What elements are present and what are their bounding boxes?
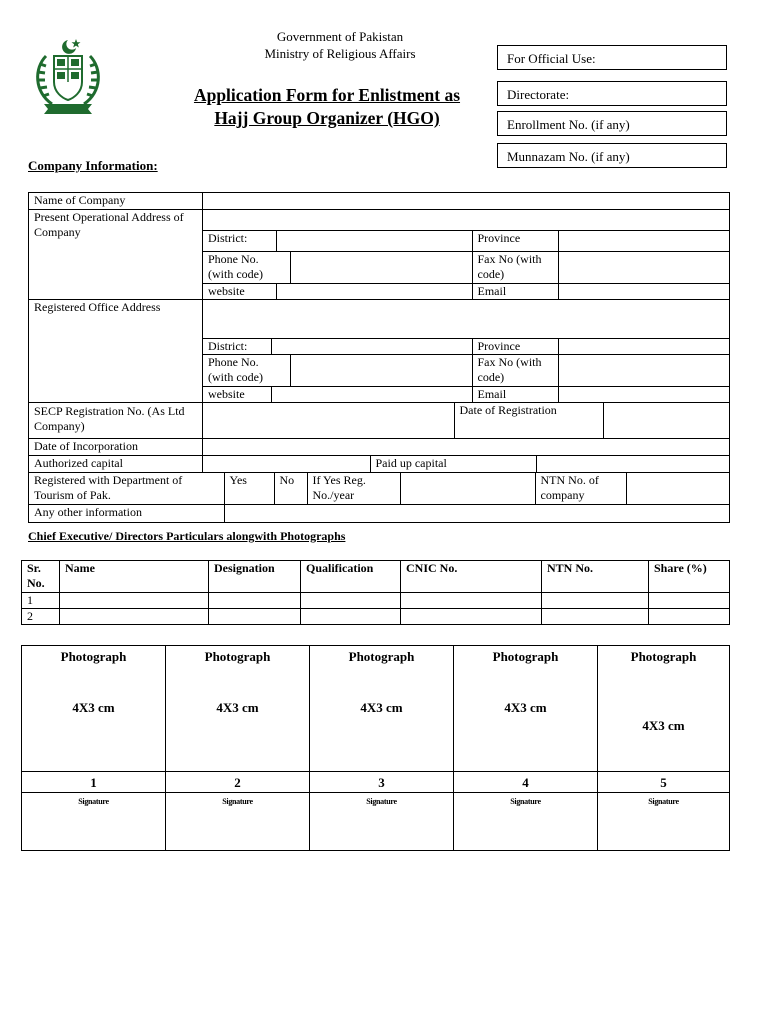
photo-slot-5[interactable] xyxy=(598,646,730,772)
photo-number: 5 xyxy=(598,772,730,793)
paid-up-capital-label: Paid up capital xyxy=(370,456,536,472)
photo-label: Photograph xyxy=(60,649,127,664)
ntn-company-label: NTN No. of company xyxy=(535,473,626,504)
present-website-label: website xyxy=(203,284,276,300)
row-designation-field[interactable] xyxy=(209,593,301,609)
photo-size: 4X3 cm xyxy=(216,700,259,715)
present-fax-label: Fax No (with code) xyxy=(472,252,558,284)
other-info-field[interactable] xyxy=(224,505,730,522)
present-address-field[interactable] xyxy=(203,210,730,231)
signature-field-1[interactable] xyxy=(22,793,166,851)
present-phone-label: Phone No. (with code) xyxy=(203,252,290,284)
present-fax-field[interactable] xyxy=(558,252,730,284)
present-email-field[interactable] xyxy=(558,284,730,300)
form-title-line2: Hajj Group Organizer (HGO) xyxy=(214,108,440,128)
enrollment-box[interactable]: Enrollment No. (if any) xyxy=(497,111,727,136)
registered-tourism-label: Registered with Department of Tourism of Pak. xyxy=(29,473,224,504)
signature-field-4[interactable] xyxy=(454,793,598,851)
form-title xyxy=(170,84,484,130)
paid-up-capital-field[interactable] xyxy=(536,456,730,472)
photo-slot-4[interactable] xyxy=(454,646,598,772)
company-info-table xyxy=(28,192,730,523)
row-ntn-field[interactable] xyxy=(542,593,649,609)
present-district-field[interactable] xyxy=(276,231,472,252)
row-cnic-field[interactable] xyxy=(401,593,542,609)
registered-website-field[interactable] xyxy=(271,387,472,403)
registered-phone-label: Phone No. (with code) xyxy=(203,355,290,387)
row-ntn-field[interactable] xyxy=(542,609,649,625)
row-sr: 1 xyxy=(22,593,60,609)
col-qualification: Qualification xyxy=(301,561,401,593)
photo-label: Photograph xyxy=(492,649,559,664)
official-use-box: For Official Use: xyxy=(497,45,727,70)
registered-website-label: website xyxy=(203,387,271,403)
registered-fax-label: Fax No (with code) xyxy=(472,355,558,387)
tourism-no-option[interactable]: No xyxy=(274,473,307,504)
tourism-yes-option[interactable]: Yes xyxy=(224,473,274,504)
row-qualification-field[interactable] xyxy=(301,609,401,625)
row-qualification-field[interactable] xyxy=(301,593,401,609)
photo-label: Photograph xyxy=(630,649,697,664)
photo-slot-2[interactable] xyxy=(166,646,310,772)
present-province-field[interactable] xyxy=(558,231,730,252)
directors-table xyxy=(21,560,730,625)
photo-number: 3 xyxy=(310,772,454,793)
row-designation-field[interactable] xyxy=(209,609,301,625)
registered-district-label: District: xyxy=(203,339,271,355)
photo-slot-3[interactable] xyxy=(310,646,454,772)
photo-size: 4X3 cm xyxy=(504,700,547,715)
authorized-capital-field[interactable] xyxy=(203,456,370,472)
tourism-reg-no-label: If Yes Reg. No./year xyxy=(307,473,400,504)
secp-field[interactable] xyxy=(203,403,454,438)
present-province-label: Province xyxy=(472,231,558,252)
name-of-company-field[interactable] xyxy=(203,193,730,210)
row-sr: 2 xyxy=(22,609,60,625)
photograph-table xyxy=(21,645,730,851)
col-name: Name xyxy=(60,561,209,593)
col-sr-no: Sr. No. xyxy=(22,561,60,593)
signature-label: Signature xyxy=(648,797,679,806)
photo-number: 1 xyxy=(22,772,166,793)
other-info-label: Any other information xyxy=(29,505,224,522)
ntn-company-field[interactable] xyxy=(626,473,730,504)
present-phone-field[interactable] xyxy=(290,252,472,284)
photo-number: 2 xyxy=(166,772,310,793)
signature-label: Signature xyxy=(510,797,541,806)
present-address-label: Present Operational Address of Company xyxy=(29,210,203,300)
signature-label: Signature xyxy=(222,797,253,806)
table-row xyxy=(22,593,730,609)
signature-label: Signature xyxy=(366,797,397,806)
photo-size: 4X3 cm xyxy=(360,700,403,715)
date-of-registration-label: Date of Registration xyxy=(454,403,603,438)
name-of-company-label: Name of Company xyxy=(29,193,203,210)
date-of-registration-field[interactable] xyxy=(603,403,730,438)
col-share: Share (%) xyxy=(649,561,730,593)
signature-field-5[interactable] xyxy=(598,793,730,851)
photo-label: Photograph xyxy=(348,649,415,664)
company-info-heading: Company Information: xyxy=(28,158,158,173)
registered-email-field[interactable] xyxy=(558,387,730,403)
photo-label: Photograph xyxy=(204,649,271,664)
registered-address-label: Registered Office Address xyxy=(29,300,203,403)
table-row xyxy=(22,609,730,625)
directorate-box[interactable]: Directorate: xyxy=(497,81,727,106)
signature-label: Signature xyxy=(78,797,109,806)
registered-district-field[interactable] xyxy=(271,339,472,355)
registered-province-label: Province xyxy=(472,339,558,355)
present-district-label: District: xyxy=(203,231,276,252)
col-designation: Designation xyxy=(209,561,301,593)
signature-field-2[interactable] xyxy=(166,793,310,851)
present-email-label: Email xyxy=(472,284,558,300)
header-line2: Ministry of Religious Affairs xyxy=(264,46,416,61)
present-website-field[interactable] xyxy=(276,284,472,300)
signature-field-3[interactable] xyxy=(310,793,454,851)
row-name-field[interactable] xyxy=(60,609,209,625)
row-share-field[interactable] xyxy=(649,609,730,625)
tourism-reg-no-field[interactable] xyxy=(400,473,535,504)
directors-heading: Chief Executive/ Directors Particulars alongwith Photographs xyxy=(28,529,346,543)
header-line1: Government of Pakistan xyxy=(276,29,404,44)
photo-size: 4X3 cm xyxy=(642,718,685,733)
registered-email-label: Email xyxy=(472,387,558,403)
row-share-field[interactable] xyxy=(649,593,730,609)
photo-size: 4X3 cm xyxy=(72,700,115,715)
date-of-incorporation-label: Date of Incorporation xyxy=(29,439,203,456)
date-of-incorporation-field[interactable] xyxy=(203,439,730,456)
registered-province-field[interactable] xyxy=(558,339,730,355)
row-name-field[interactable] xyxy=(60,593,209,609)
registered-address-field[interactable] xyxy=(203,300,730,339)
authorized-capital-label: Authorized capital xyxy=(29,456,203,473)
government-header xyxy=(230,28,450,62)
secp-label: SECP Registration No. (As Ltd Company) xyxy=(29,403,203,439)
state-emblem-icon xyxy=(30,36,106,116)
row-cnic-field[interactable] xyxy=(401,609,542,625)
col-cnic: CNIC No. xyxy=(401,561,542,593)
photo-slot-1[interactable] xyxy=(22,646,166,772)
registered-phone-field[interactable] xyxy=(290,355,472,387)
col-ntn: NTN No. xyxy=(542,561,649,593)
registered-fax-field[interactable] xyxy=(558,355,730,387)
munnazam-box[interactable]: Munnazam No. (if any) xyxy=(497,143,727,168)
form-title-line1: Application Form for Enlistment as xyxy=(193,85,461,105)
photo-number: 4 xyxy=(454,772,598,793)
